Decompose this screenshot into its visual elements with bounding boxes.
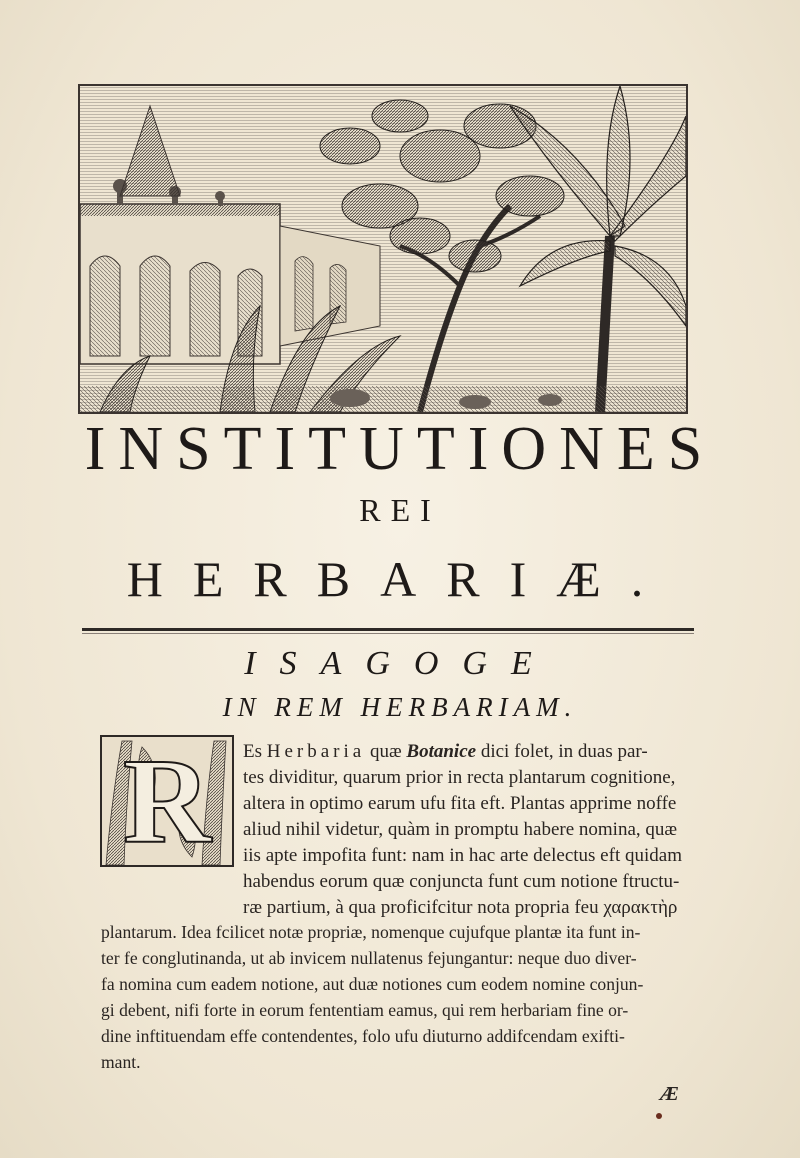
title-rei: REI <box>359 492 441 528</box>
body-line-8: plantarum. Idea fcilicet notæ propriæ, nomenque cujufque plantæ ita funt in- <box>101 922 641 942</box>
body-line-10: fa nomina cum eadem notione, aut duæ notiones cum eodem nomine conjun- <box>101 974 644 994</box>
body-line-6: habendus eorum quæ conjuncta funt cum notione ftructu- <box>243 871 680 892</box>
initial-letter: R <box>122 735 212 867</box>
decorated-initial <box>100 735 234 867</box>
title-isagoge: ISAGOGE <box>244 645 556 682</box>
body-line-4: aliud nihil videtur, quàm in promptu habere nomina, quæ <box>243 819 678 840</box>
title-institutiones: INSTITUTIONES <box>84 415 716 483</box>
catchword: Æ <box>660 1083 679 1105</box>
body-line-2: tes dividitur, quarum prior in recta plantarum cognitione, <box>243 767 676 788</box>
headpiece-engraving <box>78 84 688 414</box>
title-rule <box>82 628 694 631</box>
body-line-3: altera in optimo earum ufu fita eft. Plantas apprime noffe <box>243 793 677 814</box>
body-line-12: dine inftituendam effe contendentes, folo ufu diuturno addifcendam exifti- <box>101 1026 625 1046</box>
body-line-7: ræ partium, à qua proficifcitur nota propria feu χαρακτὴρ <box>243 897 678 918</box>
body-line-5: iis apte impofita funt: nam in hac arte delectus eft quidam <box>243 845 682 866</box>
subtitle-in-rem-herbariam: IN REM HERBARIAM. <box>222 692 578 722</box>
body-line-9: ter fe conglutinanda, ut ab invicem nullatenus fejungantur: neque duo diver- <box>101 948 637 968</box>
title-herbariae: HERBARIÆ. <box>126 551 674 607</box>
body-line-11: gi debent, nifi forte in eorum fententiam eamus, qui rem herbariam fine or- <box>101 1000 629 1020</box>
body-line-1: Es Herbaria quæ Botanice dici folet, in duas par- <box>243 741 648 762</box>
title-rule-thin <box>82 633 694 634</box>
ink-spot <box>656 1113 662 1119</box>
body-line-13: mant. <box>101 1052 141 1072</box>
garden-illustration <box>80 86 686 412</box>
